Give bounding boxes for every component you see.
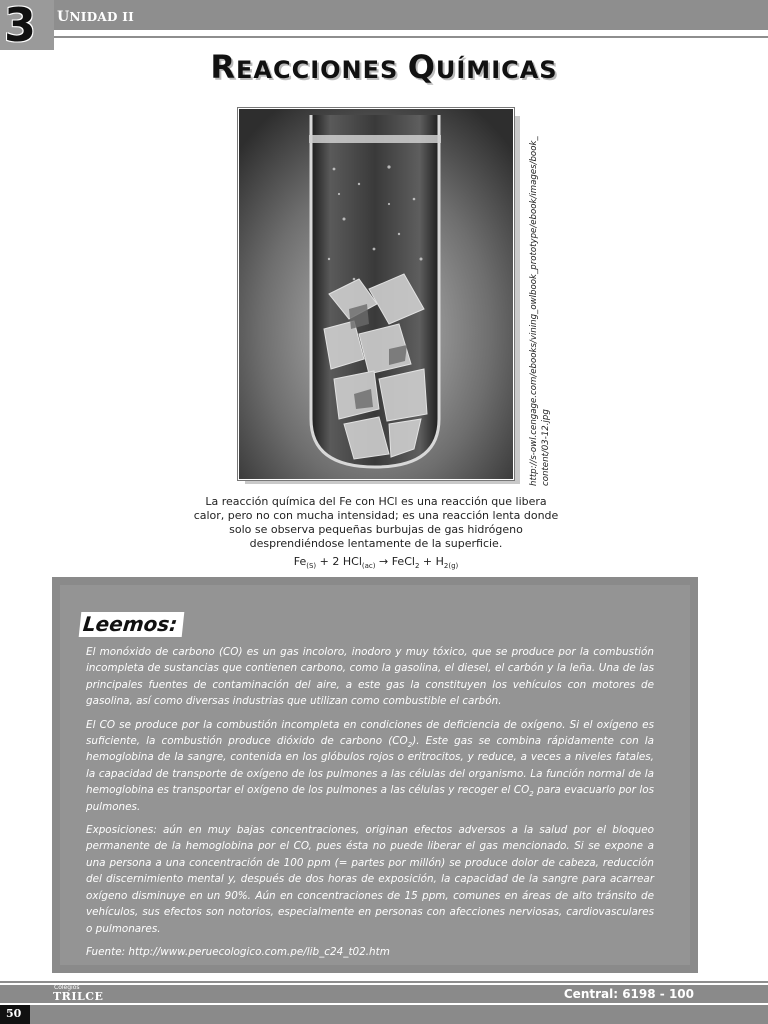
title-part2-rest: UÍMICAS xyxy=(435,56,558,84)
p2-subscript-2: 2 xyxy=(529,790,534,799)
unit-label-rest: NIDAD II xyxy=(69,10,135,24)
brand-logo: TRILCE xyxy=(53,990,104,1003)
unit-label xyxy=(57,9,134,25)
central-phone: Central: 6198 - 100 xyxy=(563,987,694,1001)
figure-caption: La reacción química del Fe con HCl es una reacción que libera calor, pero no con mucha intensidad; es una reacción lenta donde solo se observa pequeñas burbujas de gas hidrógeno desprendiéndose lentamente de la superficie. xyxy=(193,495,559,550)
p2-part-b: ). Este gas se combina rápidamente con la hemoglobina de la sangre, contenida en los glóbulos rojos o eritrocitos, y reduce, a veces a niveles fatales, la capacidad de transporte de oxígeno de los pulmones a las células del organismo. La función normal de la hemoglobina es transportar el oxígeno de los pulmones a las células y recoger el CO xyxy=(86,735,655,797)
reading-paragraph-3: Exposiciones: aún en muy bajas concentraciones, originan efectos adversos a la salud por el bloqueo permanente de la hemoglobina por el CO, pues ésta no puede liberar el gas mencionado. Si se expone a una persona a una concentración de 100 ppm (= partes por millón) se produce dolor de cabeza, reducción del discernimiento mental y, después de dos horas de exposición, la capacidad de la sangre para acarrear oxígeno disminuye en un 90%. Aún en concentraciones de 15 ppm, comunes en áreas de alto tránsito de vehículos, sus efectos son notorios, especialmente en personas con afecciones nerviosas, cardiovasculares o pulmonares. xyxy=(86,824,654,935)
p2-subscript-1: 2 xyxy=(407,741,413,750)
title-part1-initial: R xyxy=(210,48,237,86)
title-part1-rest: EACCIONES xyxy=(236,56,408,84)
eq-fe-state: (S) xyxy=(306,562,317,571)
photo-source-url xyxy=(523,104,565,489)
test-tube-illustration xyxy=(239,109,513,479)
page-title xyxy=(0,48,768,86)
eq-fecl: FeCl xyxy=(391,555,415,568)
chapter-tab xyxy=(0,0,54,50)
reading-paragraph-1: El monóxido de carbono (CO) es un gas incoloro, inodoro y muy tóxico, que se produce por la combustión incompleta de sustancias que contienen carbono, como la gasolina, el diesel, el carbón y la leña. Una de las principales fuentes de contaminación del aire, a este gas la constituyen los vehículos con motores de gasolina, así como diversas industrias que utilizan como combustible el carbón. xyxy=(86,646,654,708)
eq-h: + H xyxy=(419,555,444,568)
title-part2-initial: Q xyxy=(407,48,436,86)
header-rule xyxy=(54,36,768,38)
footer-rule xyxy=(0,981,768,983)
eq-fe: Fe xyxy=(293,555,307,568)
source-url-line1: http://s-owl.cengage.com/ebooks/vining_owlbook_prototype/ebook/images/book_ xyxy=(529,136,539,486)
test-tube-photo xyxy=(238,108,514,480)
eq-fecl-sub: 2 xyxy=(414,562,420,571)
eq-hcl: + 2 HCl xyxy=(316,555,362,568)
reading-body xyxy=(86,644,654,967)
chapter-number: 3 xyxy=(4,0,37,52)
unit-label-initial: U xyxy=(57,9,70,25)
source-url-line2: content/03-12.jpg xyxy=(541,409,551,486)
page-number: 50 xyxy=(6,1007,22,1020)
reading-paragraph-2 xyxy=(86,717,654,815)
reading-heading: Leemos: xyxy=(79,612,185,637)
eq-hcl-state: (ac) xyxy=(361,562,376,571)
eq-arrow: → xyxy=(375,555,392,568)
chemical-equation xyxy=(190,555,562,570)
reading-source: Fuente: http://www.peruecologico.com.pe/lib_c24_t02.htm xyxy=(86,945,390,958)
p2-part-a: El CO se produce por la combustión incompleta en condiciones de deficiencia de oxígeno. Si el oxígeno es suficiente, la combustión produce dióxido de carbono (CO xyxy=(86,718,654,748)
brand-prefix: Colegios xyxy=(54,984,80,991)
eq-h-state: 2(g) xyxy=(443,562,459,571)
p2-part-c: para evacuarlo por los pulmones. xyxy=(86,784,654,813)
footer-bottom-bar xyxy=(0,1005,768,1024)
